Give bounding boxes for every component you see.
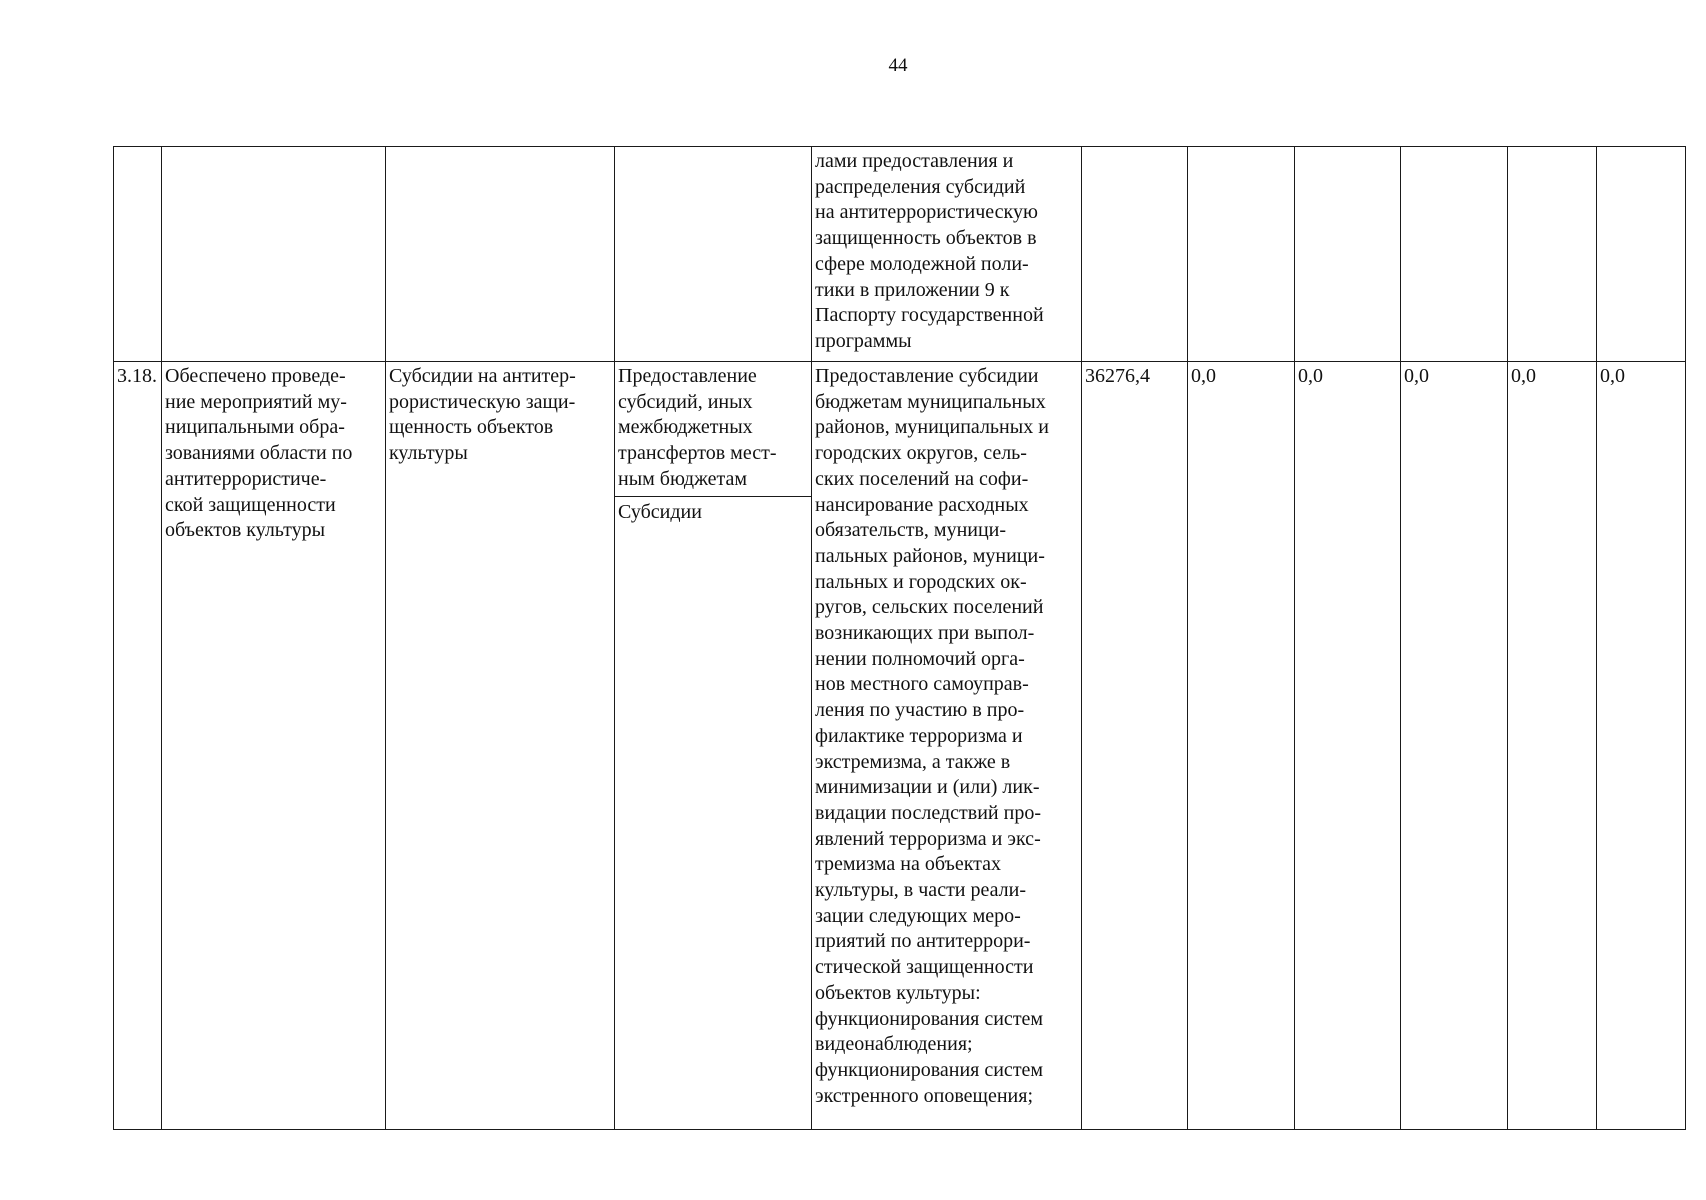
cell-name: Субсидии на антитер- рористическую защи- щенность объектов культуры (386, 362, 615, 1130)
cell-value: 0,0 (1188, 362, 1295, 1130)
cell-description: Предоставление субсидии бюджетам муниципальных районов, муниципальных и городских округов, сель- ских поселений на софи- нансирование расходных обязательств, муници- пальных районов, муници- пальных и городских ок- ругов, сельских поселений возникающих при выпол- нении полномочий орга- нов местного самоуправ- ления по участию в про- филактике терроризма и экстремизма, а также в минимизации и (или) лик- видации последствий про- явлений терроризма и экс- тремизма на объектах культуры, в части реали- зации следующих меро- приятий по антитеррори- стической защищенности объектов культуры: функционирования систем видеонаблюдения; функционирования систем экстренного оповещения; (812, 362, 1082, 1130)
cell-value (1295, 147, 1401, 362)
cell-result (162, 147, 386, 362)
type-subsidy-text: Субсидии (618, 500, 702, 523)
cell-value (1508, 147, 1597, 362)
cell-name (386, 147, 615, 362)
type-transfer-text: Предоставление субсидий, иных межбюджетных трансфертов мест- ным бюджетам (615, 364, 811, 497)
cell-value (1188, 147, 1295, 362)
page-number: 44 (888, 55, 908, 76)
cell-value: 0,0 (1401, 362, 1508, 1130)
cell-value (1401, 147, 1508, 362)
cell-value: 0,0 (1295, 362, 1401, 1130)
program-table (113, 146, 1686, 1130)
cell-type (615, 362, 812, 1130)
cell-value (1597, 147, 1686, 362)
cell-value (1082, 147, 1188, 362)
cell-description: лами предоставления и распределения субсидий на антитеррористическую защищенность объектов в сфере молодежной поли- тики в приложении 9 к Паспорту государственной программы (812, 147, 1082, 362)
cell-result: Обеспечено проведе- ние мероприятий му- ниципальными обра- зованиями области по антитеррористиче- ской защищенности объектов культуры (162, 362, 386, 1130)
cell-value: 36276,4 (1082, 362, 1188, 1130)
table-row-continued (114, 147, 1686, 362)
cell-number: 3.18. (114, 362, 162, 1130)
cell-value: 0,0 (1508, 362, 1597, 1130)
cell-number (114, 147, 162, 362)
cell-type (615, 147, 812, 362)
table-row-3-18 (114, 362, 1686, 1130)
cell-value: 0,0 (1597, 362, 1686, 1130)
